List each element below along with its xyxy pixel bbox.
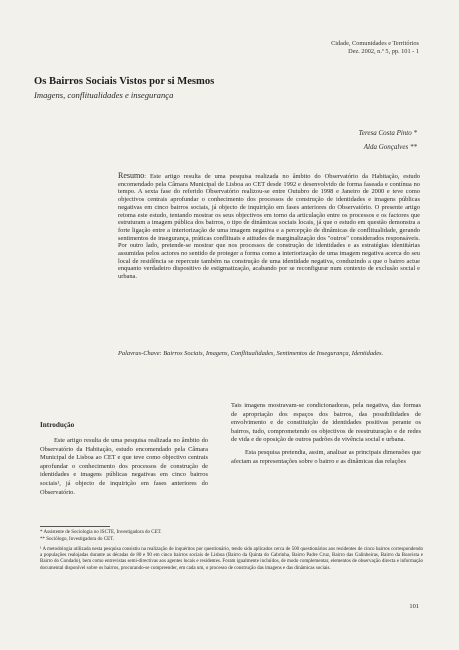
page-number: 101 <box>409 603 419 610</box>
abstract-label: Resumo <box>118 171 145 180</box>
paragraph: Tais imagens mostravam-se condicionadoras, pela negativa, das formas de apropriação dos espaços dos bairros, das possibilidades de envolvimento e de constituição de identidades positivas perante os bairros, tudo, comprometendo os objectivos de reestruturação e de redes de vida e de oposição de outros padrões de vivência social e urbana. <box>231 402 421 444</box>
footnote: ¹ A metodologia utilizada nesta pesquisa consistiu na realização de inquéritos por questionário, tendo sido aplicados cerca de 500 questionários aos residentes de cinco bairros correspondendo a populações realojadas durante as décadas de 80 e 90 em cinco bairros sociais de Lisboa (Bairro da Quinta do Cabrinha, Bairro Padre Cruz, Bairro das Galinheiras, Bairro da Boavista e Bairro do Condado), bem como entrevistas semi-directivas aos agentes locais e residentes. Foram igualmente incluídos, de modo complementar, elementos de observação directa e informação documental disponível sobre os bairros, procurando-se compreender, em cada um, o processo de construção das imagens e das dinâmicas sociais. <box>40 547 423 571</box>
article-title: Os Bairros Sociais Vistos por si Mesmos <box>34 76 215 87</box>
running-head <box>331 40 419 56</box>
paragraph: Este artigo resulta de uma pesquisa realizada no âmbito do Observatório da Habitação, estudo encomendado pela Câmara Municipal de Lisboa ao CET e que teve como objectivo centrais aprofundar o conhecimento dos processos de construção de identidades e imagens públicas negativas em cinco bairros sociais¹, já objecto de inquirição em fases anteriores do Observatório. <box>40 437 208 496</box>
abstract-text: Este artigo resulta de uma pesquisa realizada no âmbito do Observatório da Habitação, estudo encomendado pela Câmara Municipal de Lisboa ao CET desde 1992 e desenvolvido de forma faseada e contínua no tempo. A sexta fase do referido Observatório realizou-se entre Outubro de 1998 e Janeiro de 2000 e teve como objectivos centrais aprofundar o conhecimento dos processos de construção de identidades e imagens públicas negativas em cinco bairros sociais, já objecto de inquirição em fases anteriores do Observatório. O presente artigo retoma este estudo, tentando mostrar os seus objectivos em torno da articulação entre os processos e os factores que estruturam a imagem pública dos bairros, o tipo de dinâmicas sociais locais, já que o estudo em questão demonstra a forte ligação entre a interiorização de uma imagem negativa e a percepção de dinâmicas de conflitualidade, gerando sentimentos de insegurança, práticas conflituais e atitudes de marginalização dos "outros" considerados responsáveis. Por outro lado, pretende-se mostrar que nos processos de construção de identidades e as estratégias identitárias assumidas pelos actores no sentido de proteger a forma como a interiorização de uma imagem negativa acerca do seu local de residência se repercute também na construção de uma identidade negativa, conduzindo a que o bairro actue enquanto verdadeiro dispositivo de estigmatização, acabando por se reconfigurar num contexto de exclusão social e urbana. <box>118 173 420 281</box>
right-column <box>231 402 421 470</box>
footnote-separator <box>40 526 110 527</box>
abstract: Resumo: Este artigo resulta de uma pesquisa realizada no âmbito do Observatório da Habitação, estudo encomendado pela Câmara Municipal de Lisboa ao CET desde 1992 e desenvolvido de forma faseada e contínua no tempo. A sexta fase do referido Observatório realizou-se entre Outubro de 1998 e Janeiro de 2000 e teve como objectivos centrais aprofundar o conhecimento dos processos de construção de identidades e imagens públicas negativas em cinco bairros sociais, já objecto de inquirição em fases anteriores do Observatório. O presente artigo retoma este estudo, tentando mostrar os seus objectivos em torno da articulação entre os processos e os factores que estruturam a imagem pública dos bairros, o tipo de dinâmicas sociais locais, já que o estudo em questão demonstra a forte ligação entre a interiorização de uma imagem negativa e a percepção de dinâmicas de conflitualidade, gerando sentimentos de insegurança, práticas conflituais e atitudes de marginalização dos "outros" considerados responsáveis. Por outro lado, pretende-se mostrar que nos processos de construção de identidades e as estratégias identitárias assumidas pelos actores no sentido de proteger a forma como a interiorização de uma imagem negativa acerca do seu local de residência se repercute também na construção de uma identidade negativa, conduzindo a que o bairro actue enquanto verdadeiro dispositivo de estigmatização, acabando por se reconfigurar num contexto de exclusão social e urbana. <box>118 171 420 281</box>
keywords <box>118 350 420 358</box>
author-list <box>359 126 417 154</box>
left-column <box>40 437 208 501</box>
author-1: Teresa Costa Pinto * <box>358 129 417 137</box>
author-affiliations <box>40 530 230 543</box>
affiliation: ** Sociólogo, Investigadora do CET. <box>40 536 115 542</box>
section-heading: Introdução <box>40 421 75 429</box>
issue-info: Dez. 2002, n.º 5, pp. 101 - 1 <box>348 48 419 55</box>
paragraph: Esta pesquisa pretendia, assim, analisar as principais dimensões que afectam as representações sobre o bairro e as dinâmicas das relações <box>231 448 421 465</box>
keywords-label: Palavras-Chave: <box>118 350 162 357</box>
affiliation: * Assistente de Sociologia no ISCTE, Investigadora do CET. <box>40 530 162 535</box>
journal-title: Cidade, Comunidades e Territórios <box>331 40 419 47</box>
author-2: Alda Gonçalves ** <box>363 143 417 151</box>
keywords-text: Bairros Sociais, Imagens, Conflitualidades, Sentimentos de Insegurança, Identidades. <box>163 350 384 357</box>
article-subtitle: Imagens, conflitualidades e insegurança <box>34 90 174 100</box>
